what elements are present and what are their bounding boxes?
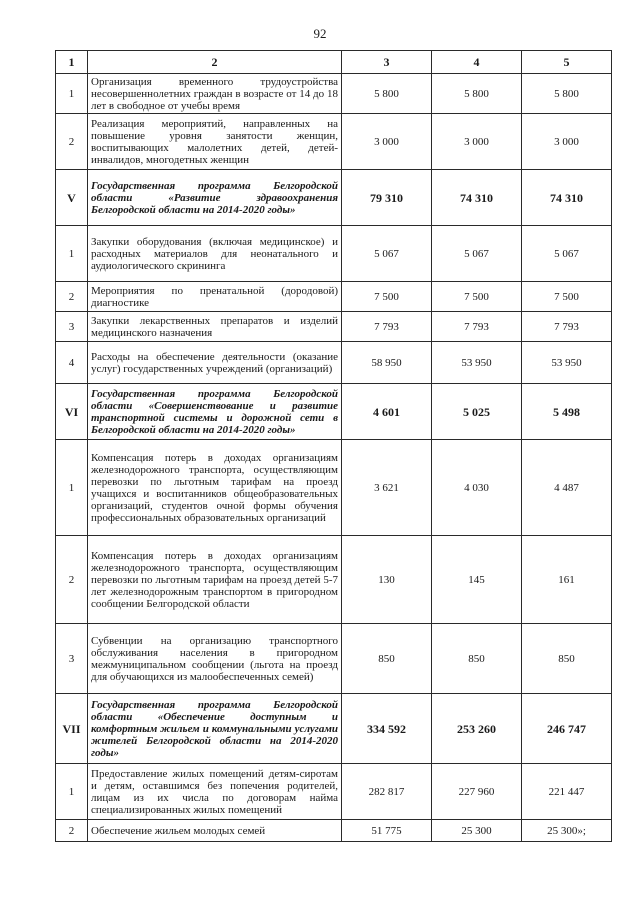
column-header: 1 <box>56 51 88 74</box>
value-col-4: 7 500 <box>432 282 522 312</box>
row-description: Мероприятия по пренатальной (дородовой) диагностике <box>88 282 342 312</box>
value-col-3: 3 000 <box>342 114 432 170</box>
table-row <box>56 226 612 282</box>
value-col-4: 145 <box>432 536 522 624</box>
value-col-3: 334 592 <box>342 694 432 764</box>
value-col-5: 74 310 <box>522 170 612 226</box>
row-number: 2 <box>56 282 88 312</box>
program-row <box>56 170 612 226</box>
value-col-3: 282 817 <box>342 764 432 820</box>
value-col-3: 5 067 <box>342 226 432 282</box>
table-header-row <box>56 51 612 74</box>
column-header: 4 <box>432 51 522 74</box>
value-col-3: 7 500 <box>342 282 432 312</box>
row-number: 2 <box>56 820 88 842</box>
value-col-5: 5 800 <box>522 74 612 114</box>
row-description: Государственная программа Белгородской области «Развитие здравоохранения Белгородской области на 2014-2020 годы» <box>88 170 342 226</box>
value-col-3: 79 310 <box>342 170 432 226</box>
value-col-5: 4 487 <box>522 440 612 536</box>
column-header: 2 <box>88 51 342 74</box>
row-description: Реализация мероприятий, направленных на повышение уровня занятости женщин, воспитывающих малолетних детей, детей-инвалидов, многодетных женщин <box>88 114 342 170</box>
value-col-5: 161 <box>522 536 612 624</box>
row-description: Организация временного трудоустройства несовершеннолетних граждан в возрасте от 14 до 18 лет в свободное от учебы время <box>88 74 342 114</box>
table-row <box>56 764 612 820</box>
table-row <box>56 114 612 170</box>
value-col-3: 4 601 <box>342 384 432 440</box>
page-number: 92 <box>313 26 327 41</box>
value-col-4: 5 067 <box>432 226 522 282</box>
row-description: Закупки лекарственных препаратов и изделий медицинского назначения <box>88 312 342 342</box>
budget-table <box>55 50 612 842</box>
row-description: Компенсация потерь в доходах организациям железнодорожного транспорта, осуществляющим перевозки по льготным тарифам на проезд учащихся и воспитанников общеобразовательных организаций, студентов очной формы обучения профессиональных образовательных организаций <box>88 440 342 536</box>
value-col-3: 51 775 <box>342 820 432 842</box>
value-col-5: 25 300»; <box>522 820 612 842</box>
table-row <box>56 440 612 536</box>
value-col-5: 53 950 <box>522 342 612 384</box>
value-col-4: 74 310 <box>432 170 522 226</box>
value-col-5: 246 747 <box>522 694 612 764</box>
value-col-4: 850 <box>432 624 522 694</box>
row-description: Государственная программа Белгородской области «Совершенствование и развитие транспортной системы и дорожной сети в Белгородской области на 2014-2020 годы» <box>88 384 342 440</box>
program-row <box>56 384 612 440</box>
value-col-4: 253 260 <box>432 694 522 764</box>
value-col-5: 221 447 <box>522 764 612 820</box>
program-row <box>56 694 612 764</box>
table-row <box>56 536 612 624</box>
table-row <box>56 312 612 342</box>
value-col-5: 5 067 <box>522 226 612 282</box>
row-number: VII <box>56 694 88 764</box>
row-number: 4 <box>56 342 88 384</box>
row-number: 2 <box>56 536 88 624</box>
row-number: 1 <box>56 226 88 282</box>
row-description: Расходы на обеспечение деятельности (оказание услуг) государственных учреждений (организаций) <box>88 342 342 384</box>
table-row <box>56 624 612 694</box>
value-col-4: 4 030 <box>432 440 522 536</box>
value-col-4: 25 300 <box>432 820 522 842</box>
value-col-3: 850 <box>342 624 432 694</box>
value-col-3: 130 <box>342 536 432 624</box>
row-number: 2 <box>56 114 88 170</box>
value-col-5: 5 498 <box>522 384 612 440</box>
row-description: Предоставление жилых помещений детям-сиротам и детям, оставшимся без попечения родителей, лицам из их числа по договорам найма специализированных жилых помещений <box>88 764 342 820</box>
row-description: Субвенции на организацию транспортного обслуживания населения в пригородном межмуниципальном сообщении (льгота на проезд для обучающихся из малообеспеченных семей) <box>88 624 342 694</box>
value-col-3: 7 793 <box>342 312 432 342</box>
value-col-3: 58 950 <box>342 342 432 384</box>
value-col-4: 7 793 <box>432 312 522 342</box>
row-number: V <box>56 170 88 226</box>
row-number: 3 <box>56 312 88 342</box>
table-row <box>56 74 612 114</box>
row-description: Закупки оборудования (включая медицинское) и расходных материалов для неонатального и аудиологического скрининга <box>88 226 342 282</box>
table-row <box>56 820 612 842</box>
value-col-5: 3 000 <box>522 114 612 170</box>
value-col-4: 227 960 <box>432 764 522 820</box>
row-description: Компенсация потерь в доходах организациям железнодорожного транспорта, осуществляющим перевозки по льготным тарифам на проезд детей 5-7 лет железнодорожным транспортом в пригородном сообщении Белгородской области <box>88 536 342 624</box>
value-col-3: 3 621 <box>342 440 432 536</box>
value-col-4: 3 000 <box>432 114 522 170</box>
row-number: 1 <box>56 764 88 820</box>
row-number: 1 <box>56 74 88 114</box>
row-number: VI <box>56 384 88 440</box>
value-col-4: 53 950 <box>432 342 522 384</box>
value-col-5: 7 500 <box>522 282 612 312</box>
table-row <box>56 282 612 312</box>
value-col-5: 850 <box>522 624 612 694</box>
value-col-4: 5 025 <box>432 384 522 440</box>
column-header: 3 <box>342 51 432 74</box>
row-description: Государственная программа Белгородской области «Обеспечение доступным и комфортным жильем и коммунальными услугами жителей Белгородской области на 2014-2020 годы» <box>88 694 342 764</box>
value-col-5: 7 793 <box>522 312 612 342</box>
column-header: 5 <box>522 51 612 74</box>
value-col-4: 5 800 <box>432 74 522 114</box>
row-number: 1 <box>56 440 88 536</box>
table-row <box>56 342 612 384</box>
value-col-3: 5 800 <box>342 74 432 114</box>
row-description: Обеспечение жильем молодых семей <box>88 820 342 842</box>
row-number: 3 <box>56 624 88 694</box>
